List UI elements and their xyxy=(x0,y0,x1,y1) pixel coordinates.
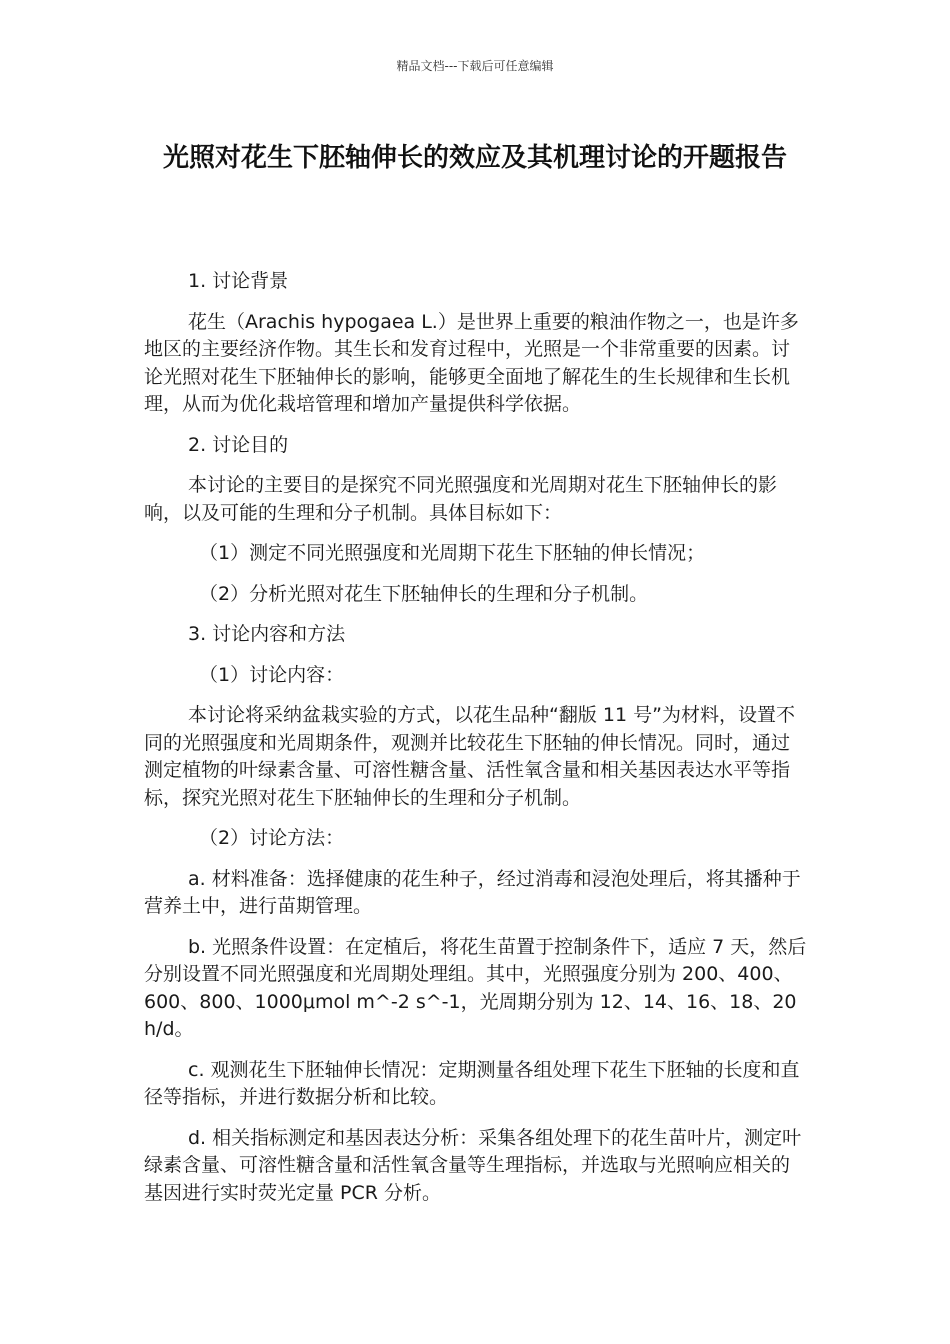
objective-item-2: （2）分析光照对花生下胚轴伸长的生理和分子机制。 xyxy=(199,582,649,605)
method-b-light-conditions: b. 光照条件设置：在定植后，将花生苗置于控制条件下，适应 7 天，然后分别设置不同光照强度和光周期处理组。其中，光照强度分别为 200、400、600、800、1000μmol m^-2 s^-1，光周期分别为 12、14、16、18、20 h/d。 xyxy=(144,935,807,1040)
section-heading-background: 1. 讨论背景 xyxy=(188,270,289,292)
paragraph-objective: 本讨论的主要目的是探究不同光照强度和光周期对花生下胚轴伸长的影响，以及可能的生理和分子机制。具体目标如下： xyxy=(144,474,778,524)
method-c-observation: c. 观测花生下胚轴伸长情况：定期测量各组处理下花生下胚轴的长度和直径等指标，并进行数据分析和比较。 xyxy=(144,1058,800,1108)
document-body xyxy=(144,268,808,1220)
section-heading-objective: 2. 讨论目的 xyxy=(188,433,289,456)
paragraph-background: 花生（Arachis hypogaea L.）是世界上重要的粮油作物之一，也是许多地区的主要经济作物。其生长和发育过程中，光照是一个非常重要的因素。讨论光照对花生下胚轴伸长的影响，能够更全面地了解花生的生长规律和生长机理，从而为优化栽培管理和增加产量提供科学依据。 xyxy=(144,310,799,415)
objective-item-1: （1）测定不同光照强度和光周期下花生下胚轴的伸长情况； xyxy=(199,542,706,564)
method-d-indicator-analysis: d. 相关指标测定和基因表达分析：采集各组处理下的花生苗叶片，测定叶绿素含量、可溶性糖含量和活性氧含量等生理指标，并选取与光照响应相关的基因进行实时荧光定量 PCR 分析。 xyxy=(144,1126,802,1204)
page-header: 精品文档---下载后可任意编辑 xyxy=(396,59,554,73)
method-a-material-preparation: a. 材料准备：选择健康的花生种子，经过消毒和浸泡处理后，将其播种于营养土中，进行苗期管理。 xyxy=(144,867,801,917)
subheading-methods: （2）讨论方法： xyxy=(199,827,345,849)
section-heading-content-methods: 3. 讨论内容和方法 xyxy=(188,623,346,645)
paragraph-content: 本讨论将采纳盆栽实验的方式，以花生品种“翻版 11 号”为材料，设置不同的光照强度和光周期条件，观测并比较花生下胚轴的伸长情况。同时，通过测定植物的叶绿素含量、可溶性糖含量、活性氧含量和相关基因表达水平等指标，探究光照对花生下胚轴伸长的生理和分子机制。 xyxy=(144,704,795,809)
subheading-content: （1）讨论内容： xyxy=(199,663,345,686)
page-title: 光照对花生下胚轴伸长的效应及其机理讨论的开题报告 xyxy=(162,143,787,173)
